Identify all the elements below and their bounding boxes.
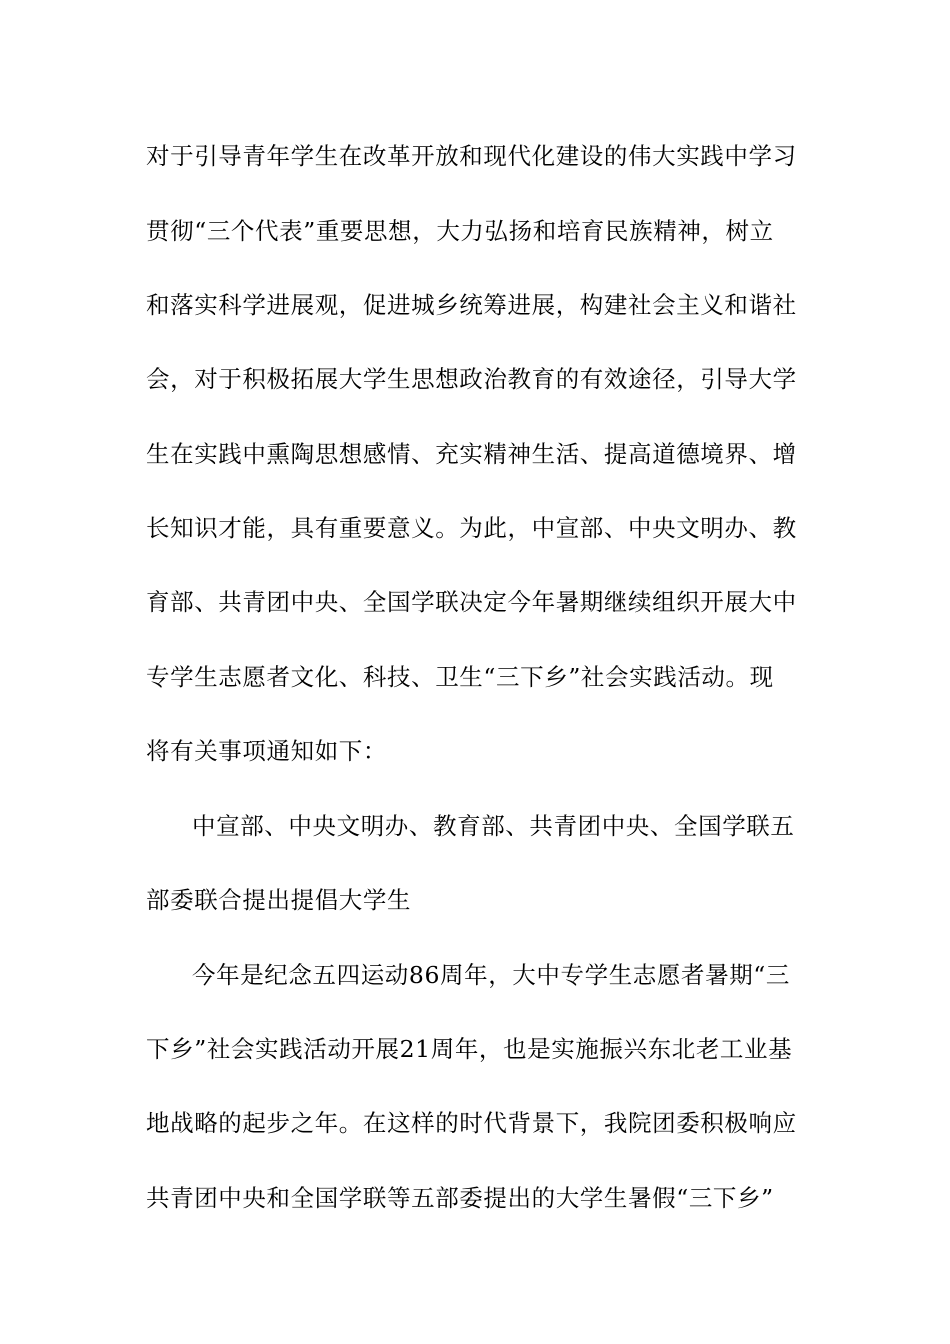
body-text-line-11: 部委联合提出提倡大学生 <box>146 886 412 914</box>
body-text-line-7: 育部、共青团中央、全国学联决定今年暑期继续组织开展大中 <box>146 588 797 616</box>
body-text-line-1: 对于引导青年学生在改革开放和现代化建设的伟大实践中学习 <box>146 142 797 170</box>
body-text-line-8: 专学生志愿者文化、科技、卫生“三下乡”社会实践活动。现 <box>146 663 774 691</box>
body-text-line-6: 长知识才能，具有重要意义。为此，中宣部、中央文明办、教 <box>146 514 797 542</box>
body-text-line-14: 地战略的起步之年。在这样的时代背景下，我院团委积极响应 <box>146 1109 797 1137</box>
body-text-line-5: 生在实践中熏陶思想感情、充实精神生活、提高道德境界、增 <box>146 440 797 468</box>
body-text-line-3: 和落实科学进展观，促进城乡统筹进展，构建社会主义和谐社 <box>146 291 797 319</box>
body-text-line-10: 中宣部、中央文明办、教育部、共青团中央、全国学联五 <box>192 812 795 840</box>
body-text-line-13: 下乡”社会实践活动开展21周年，也是实施振兴东北老工业基 <box>146 1035 793 1063</box>
body-text-line-4: 会，对于积极拓展大学生思想政治教育的有效途径，引导大学 <box>146 365 797 393</box>
body-text-line-12: 今年是纪念五四运动86周年，大中专学生志愿者暑期“三 <box>192 961 791 989</box>
body-text-line-9: 将有关事项通知如下： <box>146 737 387 765</box>
body-text-line-15: 共青团中央和全国学联等五部委提出的大学生暑假“三下乡” <box>146 1184 774 1212</box>
body-text-line-2: 贯彻“三个代表”重要思想，大力弘扬和培育民族精神，树立 <box>146 217 774 245</box>
